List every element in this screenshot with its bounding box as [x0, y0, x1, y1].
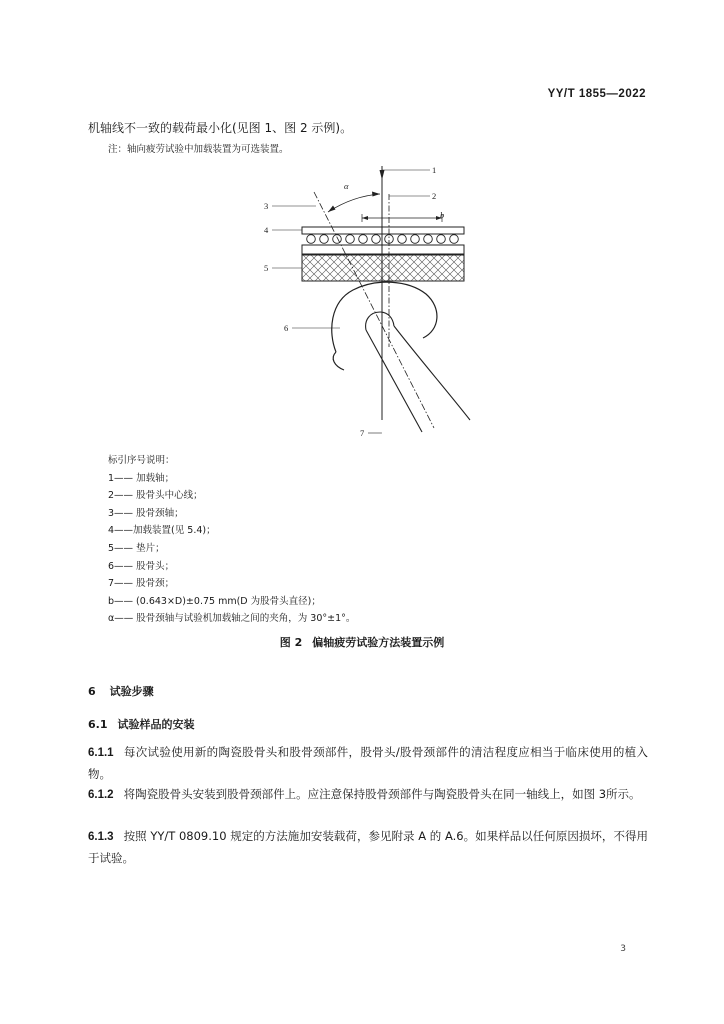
loading-apparatus-svg	[258, 162, 488, 442]
legend-item-5: 5—— 垫片；	[108, 542, 165, 554]
paragraph-6-1-3	[88, 826, 648, 869]
legend-item-2: 2—— 股骨头中心线；	[108, 490, 203, 502]
paragraph-6-1-1	[88, 742, 648, 785]
femoral-head	[332, 282, 437, 352]
figure-legend	[108, 452, 355, 628]
section-6-number: 6	[88, 685, 96, 698]
legend-item-6: 6—— 股骨头；	[108, 560, 175, 572]
alpha-label: α	[344, 181, 349, 191]
intro-text: 机轴线不一致的载荷最小化(见图 1、图 2 示例)。	[88, 121, 353, 135]
label-6: 6	[284, 323, 289, 333]
pad-hatched	[302, 255, 464, 281]
femoral-neck	[366, 330, 422, 432]
spacer-top	[302, 245, 464, 254]
section-6-1-number: 6.1	[88, 718, 108, 731]
paragraph-text: 将陶瓷股骨头安装到股骨颈部件上。应注意保持股骨颈部件与陶瓷股骨头在同一轴线上，如图 3所示。	[123, 787, 641, 801]
label-4: 4	[264, 225, 269, 235]
legend-item-1: 1—— 加载轴；	[108, 472, 175, 484]
legend-title: 标引序号说明：	[108, 455, 175, 466]
legend-item-7: 7—— 股骨颈；	[108, 578, 175, 590]
caption-number: 图 2	[279, 636, 303, 649]
head-bore	[366, 312, 394, 330]
paragraph-text: 按照 YY/T 0809.10 规定的方法施加安装载荷，参见附录 A 的 A.6。如果样品以任何原因损坏，不得用于试验。	[88, 829, 648, 865]
label-7: 7	[360, 428, 365, 438]
legend-item-b: b—— (0.643×D)±0.75 mm(D 为股骨头直径)；	[108, 595, 321, 607]
legend-item-alpha: α—— 股骨颈轴与试验机加载轴之间的夹角，为 30°±1°。	[108, 613, 356, 625]
legend-item-4: 4——加载装置(见 5.4)；	[108, 525, 216, 537]
paragraph-number: 6.1.2	[88, 789, 114, 801]
paragraph-6-1-2	[88, 784, 648, 806]
section-6-title: 试验步骤	[109, 685, 154, 698]
section-6-1-title: 试验样品的安装	[117, 718, 195, 731]
label-1: 1	[432, 165, 437, 175]
paragraph-number: 6.1.3	[88, 831, 114, 843]
standard-code: YY/T 1855—2022	[547, 88, 646, 100]
section-6-heading	[88, 683, 154, 699]
figure-caption	[0, 634, 724, 650]
label-5: 5	[264, 263, 269, 273]
load-plate	[302, 227, 464, 234]
b-label: b	[440, 210, 445, 220]
paragraph-text: 每次试验使用新的陶瓷股骨头和股骨颈部件，股骨头/股骨颈部件的清洁程度应相当于临床使用的植入物。	[88, 745, 648, 781]
legend-item-3: 3—— 股骨颈轴；	[108, 507, 184, 519]
label-3: 3	[264, 201, 269, 211]
figure-2-diagram	[258, 162, 488, 442]
alpha-arc	[328, 194, 380, 212]
section-6-1-heading	[88, 716, 195, 732]
page-number: 3	[620, 944, 626, 954]
note-text: 注：轴向疲劳试验中加载装置为可选装置。	[108, 144, 289, 155]
caption-title: 偏轴疲劳试验方法装置示例	[312, 636, 445, 649]
paragraph-number: 6.1.1	[88, 747, 114, 759]
label-2: 2	[432, 191, 437, 201]
